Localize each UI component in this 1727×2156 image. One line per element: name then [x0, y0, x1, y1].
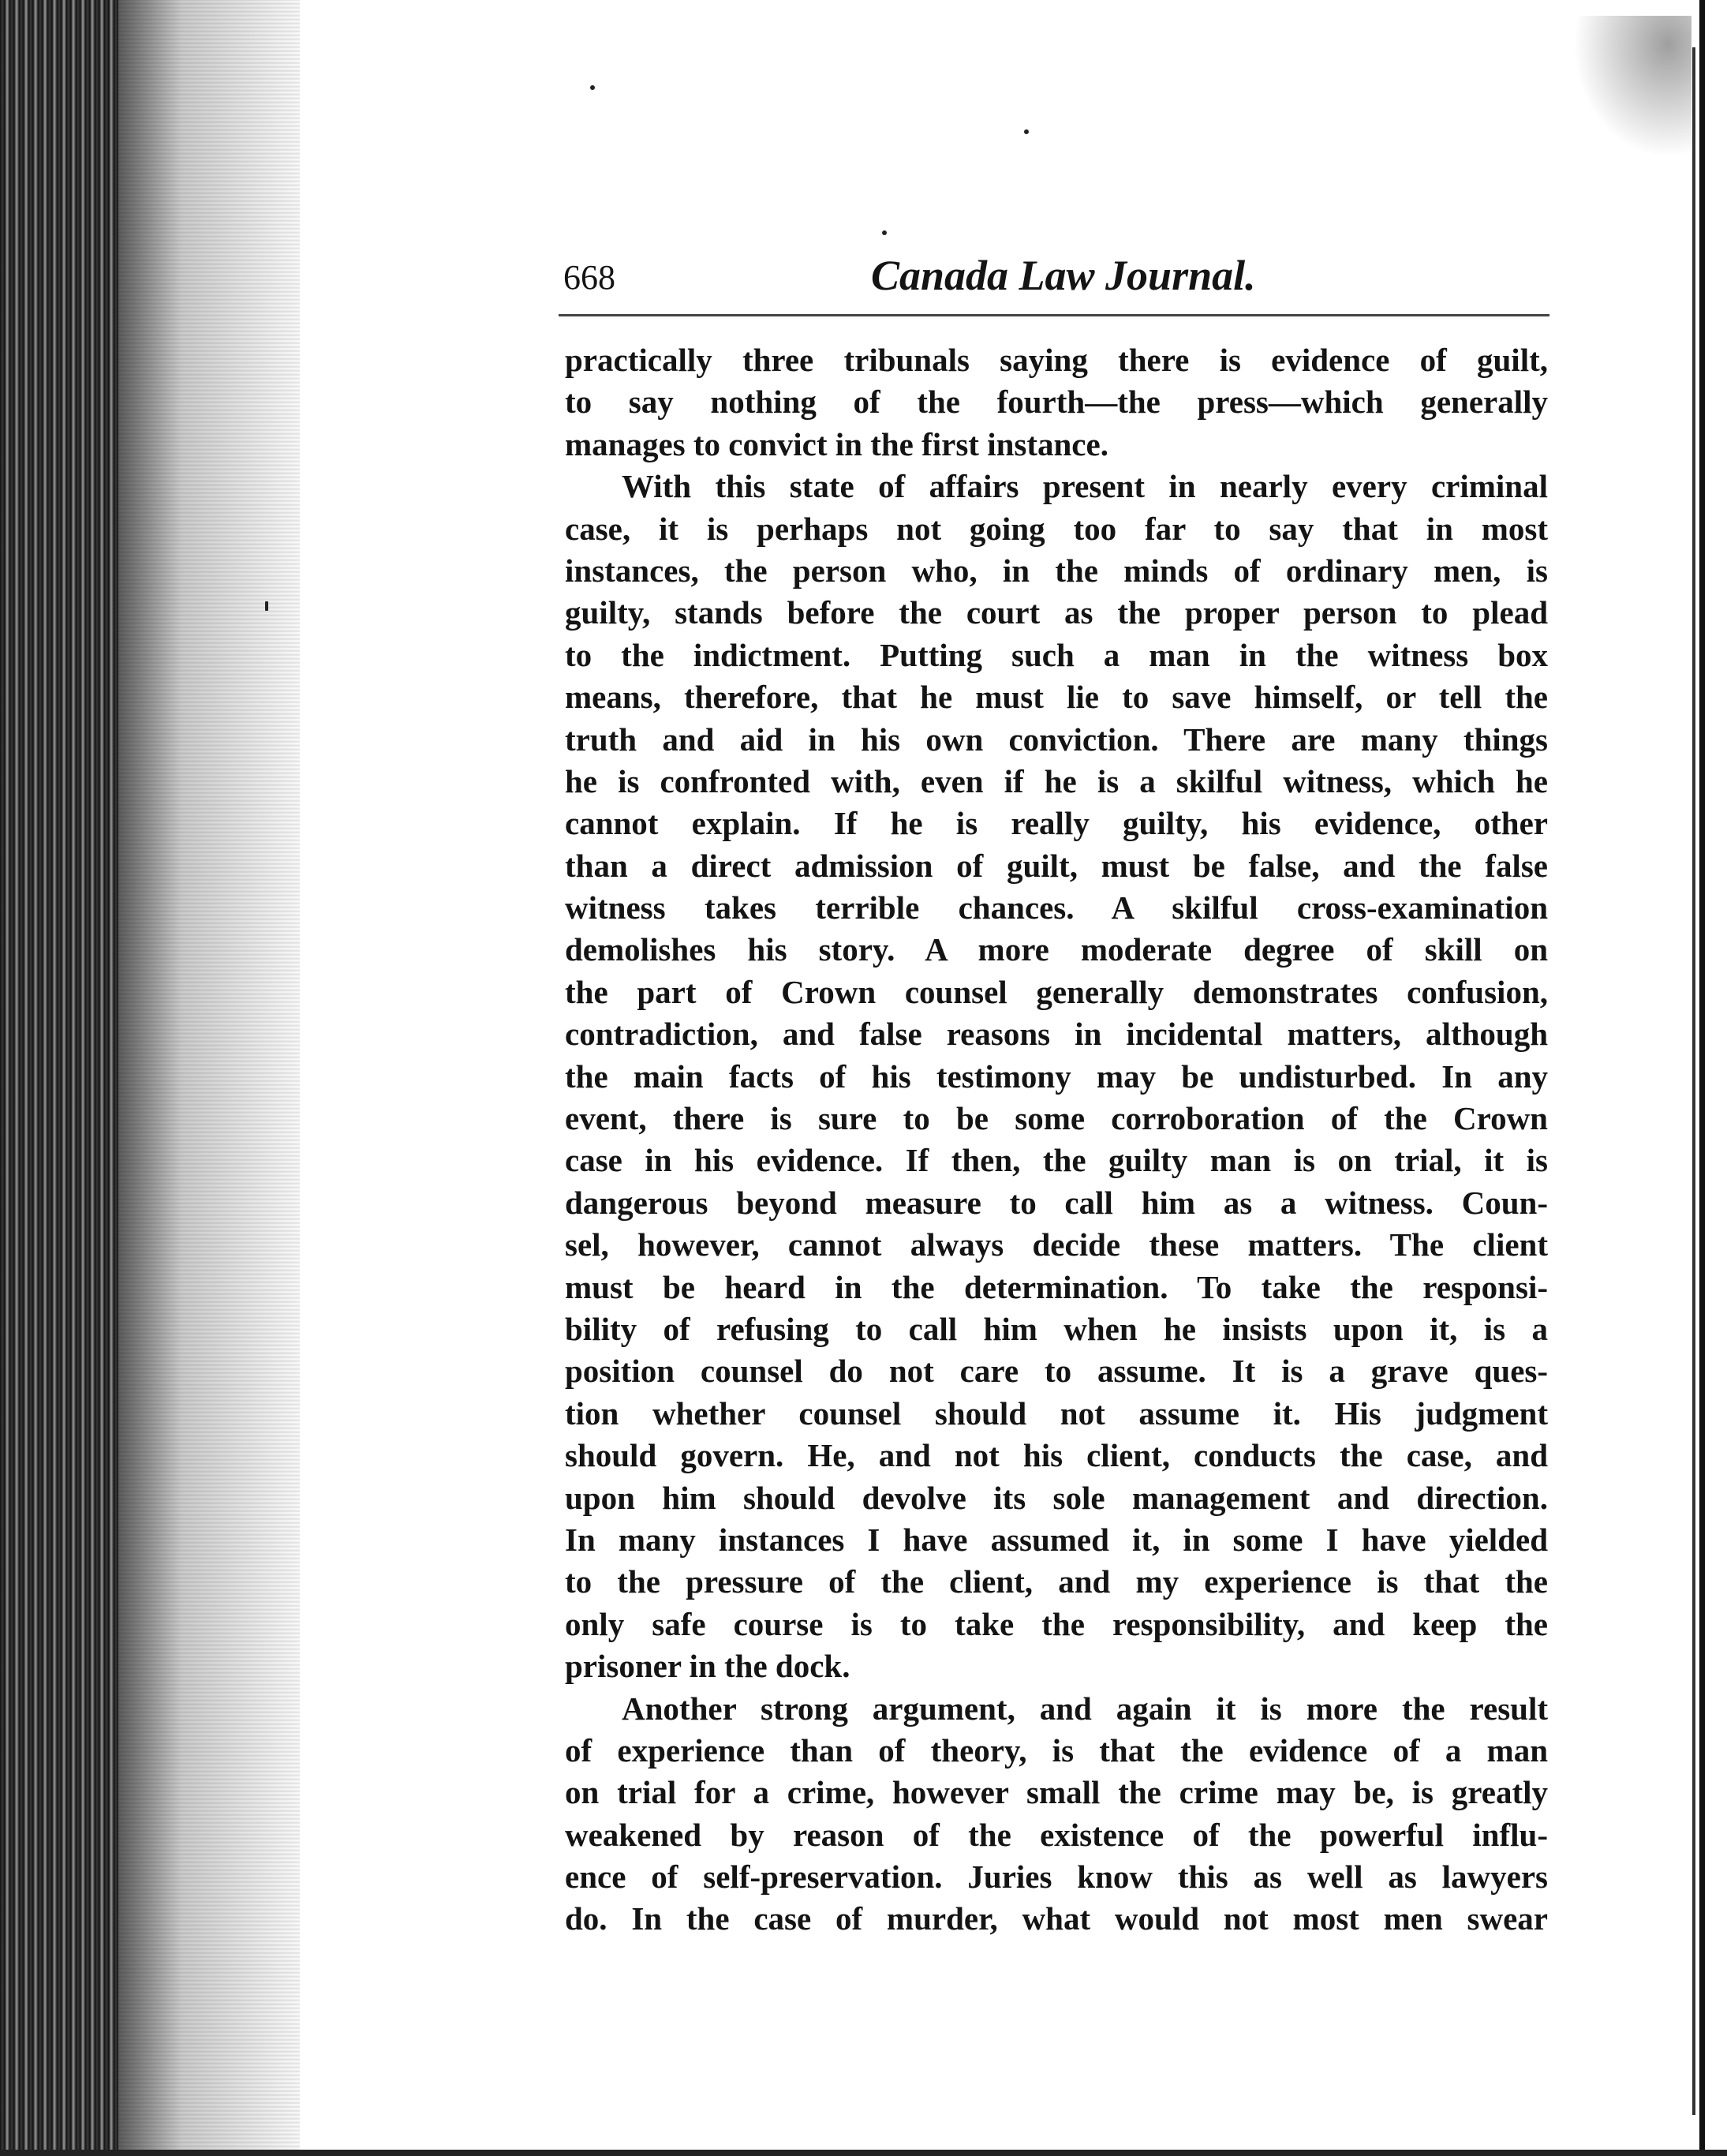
text-line: Another strong argument, and again it is more the result [622, 1690, 1548, 1727]
text-line: prisoner in the dock. [565, 1648, 850, 1685]
text-line: to the indictment. Putting such a man in the witness box [565, 636, 1548, 673]
text-line: demolishes his story. A more moderate degree of skill on [565, 931, 1548, 968]
text-line: should govern. He, and not his client, conducts the case, and [565, 1437, 1548, 1474]
scan-speck [590, 85, 595, 90]
text-line: contradiction, and false reasons in incidental matters, although [565, 1016, 1548, 1053]
scan-bottom-border [0, 2150, 1727, 2156]
text-line: bility of refusing to call him when he insists upon it, is a [565, 1310, 1548, 1347]
running-title: Canada Law Journal. [871, 252, 1256, 299]
text-line: instances, the person who, in the minds of ordinary men, is [565, 552, 1548, 589]
text-line: manages to convict in the first instance. [565, 425, 1108, 462]
body-text [565, 339, 1548, 1941]
text-line: means, therefore, that he must lie to save himself, or tell the [565, 679, 1548, 716]
text-line: position counsel do not care to assume. It is a grave ques- [565, 1353, 1548, 1390]
text-line: event, there is sure to be some corroboration of the Crown [565, 1100, 1548, 1137]
text-line: practically three tribunals saying there is evidence of guilt, [565, 342, 1548, 378]
text-line: cannot explain. If he is really guilty, his evidence, other [565, 805, 1548, 842]
page-edge-line [1692, 47, 1695, 2115]
scan-speck [882, 230, 887, 235]
paragraph [565, 466, 1548, 1687]
page-header [563, 251, 1549, 314]
text-line: do. In the case of murder, what would not most men swear [565, 1900, 1548, 1937]
text-line: In many instances I have assumed it, in some I have yielded [565, 1521, 1548, 1558]
scan-right-border [1699, 0, 1727, 2156]
text-line: of experience than of theory, is that the evidence of a man [565, 1731, 1548, 1769]
text-line: the main facts of his testimony may be undisturbed. In any [565, 1057, 1548, 1095]
paragraph [565, 339, 1548, 466]
text-line: must be heard in the determination. To take the responsi- [565, 1268, 1548, 1305]
text-line: to the pressure of the client, and my experience is that the [565, 1563, 1548, 1600]
scan-corner-noise [1573, 16, 1691, 158]
text-line: With this state of affairs present in nearly every criminal [622, 468, 1548, 505]
text-line: only safe course is to take the responsibility, and keep the [565, 1605, 1548, 1642]
header-rule [559, 314, 1549, 316]
text-line: ence of self-preservation. Juries know this as well as lawyers [565, 1858, 1548, 1896]
text-line: he is confronted with, even if he is a skilful witness, which he [565, 762, 1548, 799]
text-line: case, it is perhaps not going too far to say that in most [565, 510, 1548, 547]
text-line: weakened by reason of the existence of the powerful influ- [565, 1816, 1548, 1853]
paragraph [565, 1688, 1548, 1941]
text-line: dangerous beyond measure to call him as a witness. Coun- [565, 1184, 1548, 1221]
text-line: on trial for a crime, however small the crime may be, is greatly [565, 1774, 1548, 1811]
text-line: case in his evidence. If then, the guilty man is on trial, it is [565, 1142, 1548, 1179]
text-line: truth and aid in his own conviction. There are many things [565, 721, 1548, 758]
scan-speck [265, 601, 268, 611]
book-binding-shadow [0, 0, 118, 2156]
text-line: upon him should devolve its sole management and direction. [565, 1479, 1548, 1516]
text-line: to say nothing of the fourth—the press—which generally [565, 384, 1548, 421]
text-line: than a direct admission of guilt, must be false, and the false [565, 847, 1548, 884]
text-line: tion whether counsel should not assume it. His judgment [565, 1394, 1548, 1432]
text-line: the part of Crown counsel generally demonstrates confusion, [565, 973, 1548, 1010]
page-number: 668 [563, 258, 615, 297]
text-line: witness takes terrible chances. A skilful cross-examination [565, 889, 1548, 926]
scan-speck [1024, 129, 1029, 134]
text-line: sel, however, cannot always decide these matters. The client [565, 1226, 1548, 1263]
text-line: guilty, stands before the court as the proper person to plead [565, 594, 1548, 631]
gutter-shadow [118, 0, 300, 2156]
